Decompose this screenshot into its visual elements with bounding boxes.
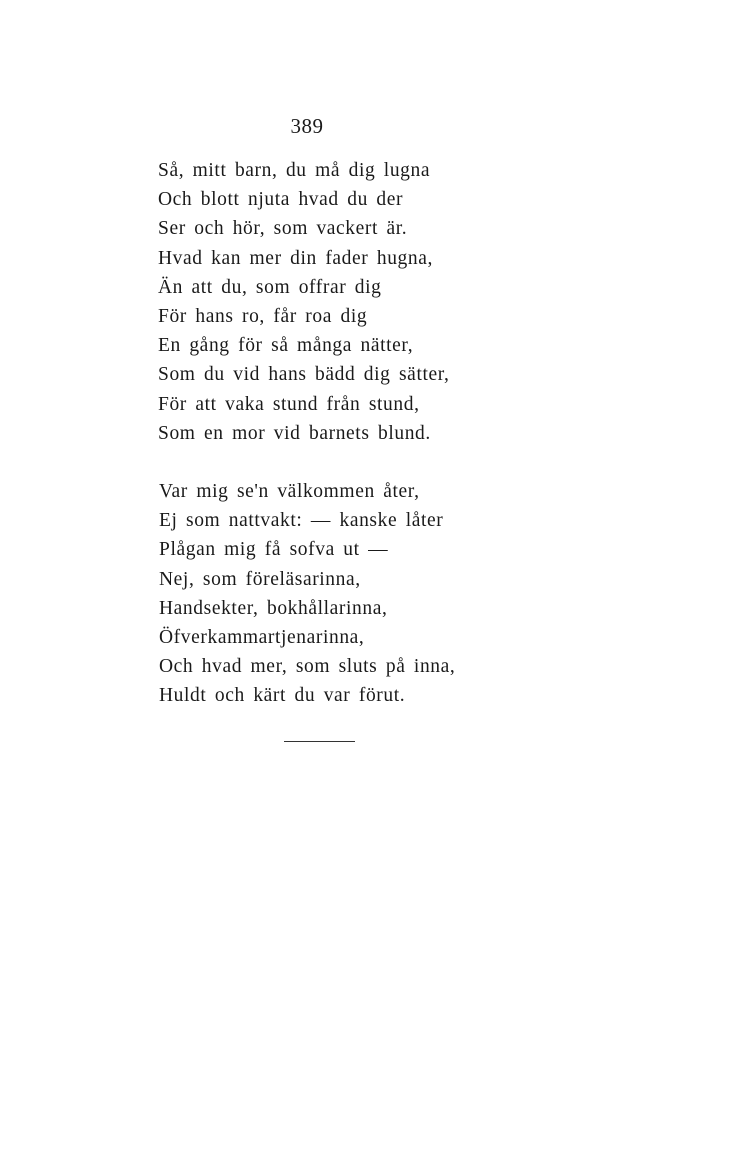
- page-number: 389: [290, 114, 324, 138]
- poem-line: Öfverkammartjenarinna,: [159, 626, 365, 648]
- poem-line: Ej som nattvakt: — kanske låter: [159, 510, 444, 532]
- end-rule: [284, 741, 355, 742]
- poem-line: Ser och hör, som vackert är.: [158, 218, 408, 240]
- poem-line: Nej, som föreläsarinna,: [159, 568, 361, 590]
- poem-line: Som du vid hans bädd dig sätter,: [158, 364, 450, 386]
- stanza-2: [159, 477, 455, 711]
- poem-line: Och blott njuta hvad du der: [158, 189, 404, 211]
- poem-line: Handsekter, bokhållarinna,: [159, 597, 388, 619]
- stanza-1: [158, 156, 450, 448]
- poem-line: För att vaka stund från stund,: [158, 393, 420, 415]
- poem-line: Som en mor vid barnets blund.: [158, 422, 431, 444]
- poem-line: Huldt och kärt du var förut.: [159, 685, 406, 707]
- poem-line: Så, mitt barn, du må dig lugna: [158, 160, 431, 181]
- poem-line: Och hvad mer, som sluts på inna,: [159, 656, 456, 678]
- poem-line: Hvad kan mer din fader hugna,: [158, 247, 433, 269]
- poem-line: Plågan mig få sofva ut —: [159, 539, 389, 561]
- poem-line: Var mig se'n välkommen åter,: [159, 481, 420, 502]
- poem-line: Än att du, som offrar dig: [158, 276, 382, 298]
- poem-line: För hans ro, får roa dig: [158, 305, 368, 327]
- poem-line: En gång för så många nätter,: [158, 335, 414, 357]
